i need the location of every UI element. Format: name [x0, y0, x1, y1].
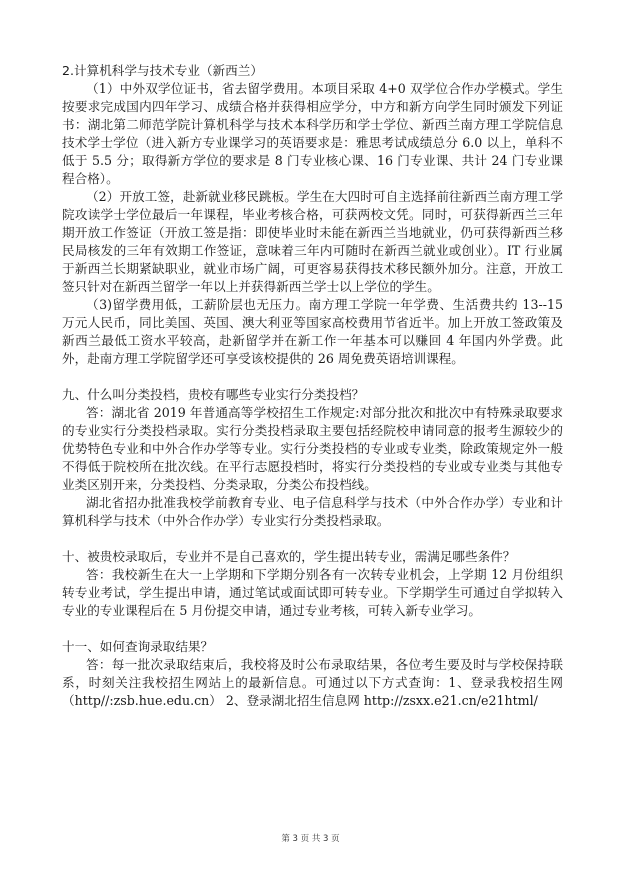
paragraph-dual-degree: （1）中外双学位证书，省去留学费用。本项目采取 4+0 双学位合作办学模式。学生按要求完成国内四年学习、成绩合格并获得相应学分，中方和新方向学生同时颁发下列证书：湖北第二师范学院计算机科学与技术本科学历和学士学位、新西兰南方理工学院信息技术学士学位（进入新方专业课学习的英语要求是：雅思考试成绩总分 6.0 以上，单科不低于 5.5 分；取得新方学位的要求是 8 门专业核心课、16 门专业课、共计 24 门专业课程合格）。 [62, 81, 563, 186]
paragraph-query-results-answer: 答：每一批次录取结束后，我校将及时公布录取结果，各位考生要及时与学校保持联系，时刻关注我校招生网站上的最新信息。可通过以下方式查询：1、登录我校招生网（http//:zsb.hue.edu.cn） 2、登录湖北招生信息网 http://zsxx.e21.cn/e21html/ [62, 657, 563, 708]
paragraph-low-cost: （3)留学费用低，工薪阶层也无压力。南方理工学院一年学费、生活费共约 13--15 万元人民币，同比美国、英国、澳大利亚等国家高校费用节省近半。加上开放工签政策及新西兰最低工资水平较高，赴新留学并在新工作一年基本可以赚回 4 年国内外学费。此外，赴南方理工学院留学还可享受该校提供的 26 周免费英语培训课程。 [62, 297, 563, 366]
spacer [62, 530, 563, 548]
paragraph-open-work-visa: （2）开放工签，赴新就业移民跳板。学生在大四时可自主选择前往新西兰南方理工学院攻读学士学位最后一年课程，毕业考核合格，可获两校文凭。同时，可获得新西兰三年期开放工作签证（开放工签是指：即使毕业时未能在新西兰当地就业，仍可获得新西兰移民局核发的三年有效期工作签证，意味着三年内可随时在新西兰就业或创业）。IT 行业属于新西兰长期紧缺职业，就业市场广阔，可更容易获得技术移民额外加分。注意，开放工签只针对在新西兰留学一年以上并获得新西兰学士以上学位的学生。 [62, 189, 563, 294]
section-title-computer-science-nz: 2.计算机科学与技术专业（新西兰） [62, 63, 263, 78]
paragraph-category-admission-majors: 湖北省招办批准我校学前教育专业、电子信息科学与技术（中外合作办学）专业和计算机科学与技术（中外合作办学）专业实行分类投档录取。 [62, 495, 563, 528]
paragraph-category-admission-answer: 答：湖北省 2019 年普通高等学校招生工作规定:对部分批次和批次中有特殊录取要求的专业实行分类投档录取。实行分类投档录取主要包括经院校申请同意的报考生源较少的优势特色专业和中外合作办学等专业。实行分类投档的专业或专业类，除政策规定外一般不得低于院校所在批次线。在平行志愿投档时，将实行分类投档的专业或专业类与其他专业类区别开来，分类投档、分类录取，分类公布投档线。 [62, 405, 563, 492]
section-title-transfer-major: 十、被贵校录取后，专业并不是自己喜欢的，学生提出转专业，需满足哪些条件？ [62, 549, 516, 564]
spacer [62, 620, 563, 638]
page-footer: 第 3 页 共 3 页 [281, 834, 340, 844]
paragraph-transfer-major-answer: 答：我校新生在大一上学期和下学期分别各有一次转专业机会，上学期 12 月份组织转专业考试，学生提出申请，通过笔试或面试即可转专业。下学期学生可通过自学拟转入专业的专业课程后在 5 月份提交申请，通过专业考核，可转入新专业学习。 [62, 567, 563, 618]
spacer [62, 368, 563, 386]
section-title-query-results: 十一、如何查询录取结果？ [62, 639, 214, 654]
section-title-category-admission: 九、什么叫分类投档，贵校有哪些专业实行分类投档？ [62, 387, 365, 402]
